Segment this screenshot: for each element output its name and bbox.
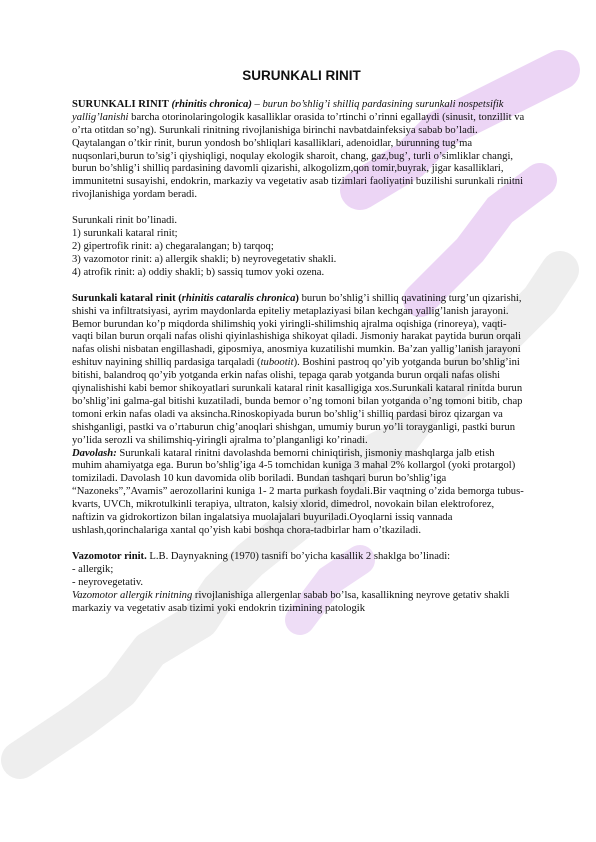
kataral-tubootit: tubootit <box>260 357 294 369</box>
classification-item: 1) surunkali kataral rinit; <box>72 228 178 240</box>
spacer <box>72 202 527 215</box>
davolash-label: Davolash: <box>72 447 117 459</box>
page-title: SURUNKALI RINIT <box>242 68 361 83</box>
vazomotor-allergic-body: rivojlanishiga allergenlar sabab bo’lsa, kasallikning neyrove getativ shakli markaziy va vegetativ asab tizimi yoki endokrin tizimining patologik <box>72 589 510 614</box>
kataral-term-end: ) <box>295 292 299 304</box>
classification-heading: Surunkali rinit bo’linadi. <box>72 215 178 227</box>
vazomotor-term: Vazomotor rinit. <box>72 550 147 562</box>
spacer <box>72 280 527 293</box>
kataral-latin: rhinitis cataralis chronica <box>181 292 296 304</box>
intro-term: SURUNKALI RINIT <box>72 98 169 110</box>
classification-item: 2) gipertrofik rinit: a) chegaralangan; b) tarqoq; <box>72 240 274 252</box>
vazomotor-form: - neyrovegetativ. <box>72 576 144 588</box>
spacer <box>72 538 527 551</box>
classification-section <box>72 215 527 280</box>
kataral-symptoms-paragraph <box>72 319 527 448</box>
intro-definition: – burun bo’shlig’i shilliq pardasining surunkali nospetsifik yallig’lanishi <box>72 98 504 123</box>
vazomotor-allergic-paragraph <box>72 590 527 616</box>
davolash-body: Surunkali kataral rinitni davolashda bemorni chiniqtirish, jismoniy mashqlarga jalb etish muhim ahamiyatga ega. Burun bo’shlig’iga 4-5 tomchidan kuniga 3 mahal 2% kollargol (yoki protargol) tomiziladi. Davolash 10 kun davomida olib boriladi. Bundan tashqari burun bo’shlig’iga “Nazoneks”,”Avamis” aerozollarini kuniga 1- 2 marta purkash foydali.Bir vaqtning o’zida bemorga tubus-kvarts, UVCh, mikrotulkinli terapiya, ultraton, kalsiy xlorid, dimedrol, novokain bilan elektroforez, naftizin va gidrokortizon bilan ingalatsiya muolajalari buyuriladi.Oyoqlarni issiq vannada ushlash,qorinchalariga xantal qo’yish kabi boshqa chora-tadbirlar ham o’tkaziladi. <box>72 447 524 536</box>
vazomotor-body: L.B. Daynyakning (1970) tasnifi bo’yicha kasallik 2 shaklga bo’linadi: <box>146 550 451 562</box>
intro-latin: (rhinitis chronica) <box>171 98 252 110</box>
intro-paragraph <box>72 99 527 202</box>
kataral-body: burun bo’shlig’i shilliq qavatining turg’un qizarishi, shishi va infiltratsiyasi, ayrim maydonlarda epiteliy metaplaziyasi bilan kechgan yallig’lanish jarayoni. <box>72 292 522 317</box>
vazomotor-paragraph <box>72 551 527 564</box>
vazomotor-allergic-label: Vazomotor allergik rinitning <box>72 589 193 601</box>
vazomotor-form: - allergik; <box>72 563 114 575</box>
kataral-term: Surunkali kataral rinit ( <box>72 292 182 304</box>
intro-body: barcha otorinolaringologik kasalliklar orasida to’rtinchi o’rinni egallaydi (sinusit, tonzillit va o’rta otitdan so’ng). Surunkali rinitning rivojlanishiga birinchi navbatdainfeksiya sabab bo’ladi. Qaytalangan o’tkir rinit, burun yondosh bo’shliqlari kasalliklari, adenoidlar, burunning tug’ma nuqsonlari,burun to’sig’i qiyshiqligi, noqulay ekologik sharoit, chang, gaz,bug’, turli o’simliklar changi, burun bo’shlig’i shilliq pardasining davomli qizarishi, alkogolizm,qon tomir,buyrak, jigar kasalliklari, immunitetni susayishi, endokrin, markaziy va vegetativ asab tizimlari faoliyatini buzilishi surunkali rinitni rivojlanishiga yordam beradi. <box>72 111 525 201</box>
kataral-symptoms-body-cont: ). Boshini pastroq qo’yib yotganda burun bo’shlig’ini bitishi, balandroq qo’yib yotganda erkin nafas olishi, tepaga qarab yotganda burun orqali nafas olishi qiynalishishi kabi bemor shikoyatlari surunkali kataral rinit kasalligiga xos.Surunkali kataral rinitda burun bo’shlig’ini galma-gal bitishi kuzatiladi, bunda bemor o’ng tomoni bilan yotganda o’ng tomoni bitib, chap tomoni erkin nafas oladi va aksincha.Rinoskopiyada burun bo’shlig’i shilliq pardasi biroz qizargan va shishganligi, pastki va o’rtaburun chig’anoqlari shishgan, umumiy burun yo’li torayganligi, pastki burun yo’lida serozli va shilimshiq-yiringli ajralma to’planganligi ko’rinadi. <box>72 357 523 446</box>
classification-item: 4) atrofik rinit: a) oddiy shakli; b) sassiq tumov yoki ozena. <box>72 266 325 278</box>
kataral-symptoms-body: Bemor burundan ko’p miqdorda shilimshiq yoki yiringli-shilimshiq ajralma oqishiga (rinoreya), vaqti-vaqti bilan burun orqali nafas olishi qiyinlashishiga shikoyat qiladi. Jismoniy harakat paytida burun orqali nafas olishi nisbatan engillashadi, giposmiya, anosmiya kuzatilishi mumkin. Ba’zan yallig’lanish jarayoni eshituv nayining shilliq pardasiga tarqaladi ( <box>72 318 521 369</box>
classification-item: 3) vazomotor rinit: a) allergik shakli; b) neyrovegetativ shakli. <box>72 253 337 265</box>
document-page <box>72 70 527 615</box>
kataral-paragraph <box>72 293 527 319</box>
davolash-paragraph <box>72 448 527 538</box>
